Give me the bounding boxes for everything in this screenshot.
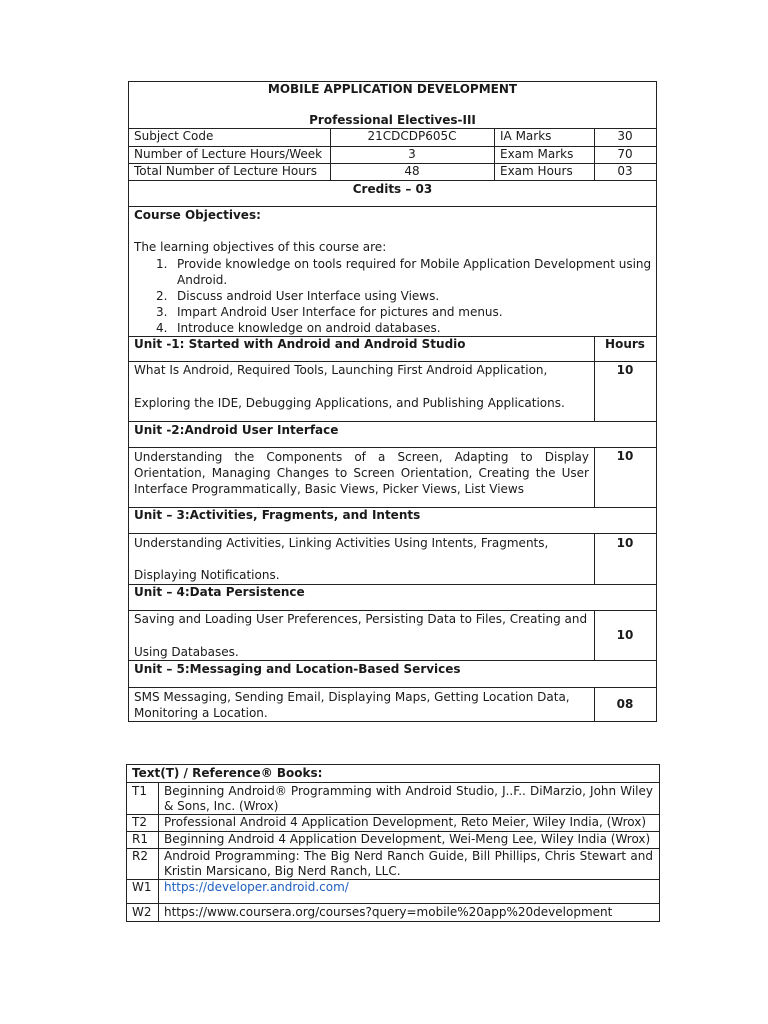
unit-content: Understanding the Components of a Screen, Adapting to Display Orientation, Managing Changes to Screen Orientation, Creating the User Interface Programmatically, Basic Views, Picker Views, List Views [134, 450, 589, 496]
book-code: R2 [132, 849, 148, 863]
book-code: W2 [132, 905, 152, 919]
objective-item: Impart Android User Interface for pictures and menus. [177, 305, 503, 319]
book-code: W1 [132, 880, 152, 894]
unit-title: Unit -1: Started with Android and Android Studio [134, 337, 466, 351]
unit-hours: 08 [616, 697, 634, 711]
unit-title: Unit – 5:Messaging and Location-Based Services [134, 662, 461, 676]
unit-content: Understanding Activities, Linking Activities Using Intents, Fragments, [134, 536, 549, 550]
coursera-url: https://www.coursera.org/courses?query=mobile%20app%20development [164, 905, 613, 919]
unit-title: Unit – 4:Data Persistence [134, 585, 305, 599]
unit-content: Using Databases. [134, 645, 239, 659]
subject-code-label: Subject Code [134, 129, 214, 143]
unit-content: Exploring the IDE, Debugging Applications, and Publishing Applications. [134, 396, 565, 410]
exam-hours-value: 03 [617, 164, 633, 178]
unit-hours: 10 [616, 449, 634, 463]
objectives-heading: Course Objectives: [134, 208, 261, 222]
objective-item: Introduce knowledge on android databases. [177, 321, 441, 335]
unit-content: Displaying Notifications. [134, 568, 280, 582]
course-title: MOBILE APPLICATION DEVELOPMENT [267, 82, 518, 96]
unit-hours: 10 [616, 536, 634, 550]
objective-item: Discuss android User Interface using Views. [177, 289, 440, 303]
course-subtitle: Professional Electives-III [309, 113, 476, 127]
lecture-hours-week-value: 3 [408, 147, 416, 161]
objective-number: 3. [156, 305, 168, 319]
lecture-hours-week-label: Number of Lecture Hours/Week [134, 147, 323, 161]
total-lecture-hours-value: 48 [404, 164, 420, 178]
book-reference: Beginning Android® Programming with Android Studio, J..F.. DiMarzio, John Wiley & Sons, Inc. (Wrox) [164, 784, 653, 813]
ia-marks-label: IA Marks [500, 129, 552, 143]
unit-hours: 10 [616, 363, 634, 377]
book-reference: Beginning Android 4 Application Development, Wei-Meng Lee, Wiley India (Wrox) [164, 832, 651, 846]
objective-item-continued: Android. [177, 273, 228, 287]
exam-hours-label: Exam Hours [500, 164, 573, 178]
hours-header: Hours [605, 337, 645, 351]
books-heading: Text(T) / Reference® Books: [132, 766, 323, 780]
book-code: R1 [132, 832, 148, 846]
book-reference: Professional Android 4 Application Development, Reto Meier, Wiley India, (Wrox) [164, 815, 647, 829]
unit-content: SMS Messaging, Sending Email, Displaying Maps, Getting Location Data, [134, 690, 570, 704]
unit-content: Monitoring a Location. [134, 706, 268, 720]
objective-number: 1. [156, 257, 168, 271]
subject-code-value: 21CDCDP605C [367, 129, 457, 143]
exam-marks-value: 70 [617, 147, 633, 161]
credits: Credits – 03 [352, 182, 433, 196]
objective-number: 2. [156, 289, 168, 303]
ia-marks-value: 30 [617, 129, 633, 143]
unit-content: Saving and Loading User Preferences, Persisting Data to Files, Creating and [134, 612, 588, 626]
unit-title: Unit -2:Android User Interface [134, 423, 339, 437]
total-lecture-hours-label: Total Number of Lecture Hours [134, 164, 318, 178]
objectives-intro: The learning objectives of this course are: [134, 240, 387, 254]
exam-marks-label: Exam Marks [500, 147, 574, 161]
unit-hours: 10 [616, 628, 634, 642]
book-code: T1 [132, 784, 147, 798]
objective-number: 4. [156, 321, 168, 335]
objective-item: Provide knowledge on tools required for Mobile Application Development using [177, 257, 652, 271]
book-code: T2 [132, 815, 147, 829]
developer-android-link[interactable]: https://developer.android.com/ [164, 880, 349, 894]
book-reference: Android Programming: The Big Nerd Ranch Guide, Bill Phillips, Chris Stewart and Kristin Marsicano, Big Nerd Ranch, LLC. [164, 849, 653, 878]
unit-content: What Is Android, Required Tools, Launching First Android Application, [134, 363, 548, 377]
unit-title: Unit – 3:Activities, Fragments, and Intents [134, 508, 421, 522]
